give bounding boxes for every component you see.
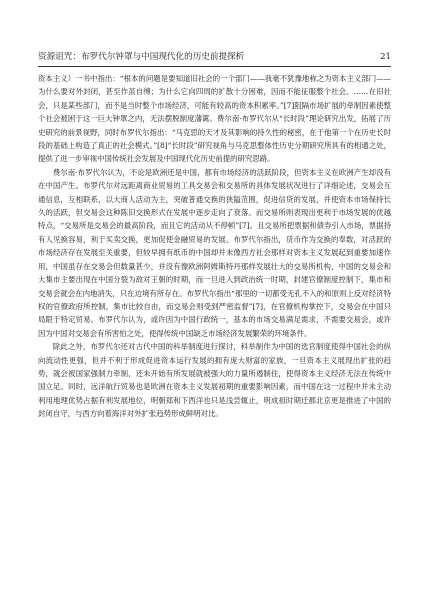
paragraph: 资本主义）一书中指出：“根本的问题是要知道旧社会的一个部门——我毫不犹豫地称之为资本主义部门——为什么要对外封闭，甚至作茧自缚；为什么它向四周的扩散十分困难，因而不能征服整个社会。……在旧社会，只是某些部门，而不是当时整个市场经济，可能有较高的资本积累率。”[7]阻隔市场扩展的牵制因素使整个社会被困于这一巨大钟罩之内，无法摆脱制度藩篱。费尔南·布罗代尔从“长时段”理论研究出发，拓展了历史研究的前景视野，同时布罗代尔指出：“马克思的天才及其影响的持久性的秘密，在于他第一个在历史长时段的基础上构造了真正的社会模式。”[8]“长时段”研究视角与马克思整体性历史分期研究所具有的相通之处，提供了进一步审视中国传统社会发展及中国现代化历史前提的研究思路。 bbox=[38, 74, 391, 164]
paragraph: 除此之外，布罗代尔还对古代中国的科举制度进行探讨，科举制作为中国的选官制度使得中国社会的纵向流动性更强，但并不利于形成促进资本运行发展的拥有庞大财富的家族，一旦资本主义展现出扩张的趋势，就会被国家强制力牵制，还未开始有所发展就被强大的力量所遏制住，使得资本主义经济无法在传统中国立足。同时，远洋航行贸易也是欧洲在资本主义发展初期的重要影响因素，而中国在这一过程中并未主动利用地理优势占据有利发展地位，明朝郑和下西洋也只是浅尝辄止，明成祖时期迁都北京更是推进了中国的封闭自守，与西方向着海洋对外扩张趋势形成鲜明对比。 bbox=[38, 342, 391, 419]
running-title: 资源诅咒：布罗代尔钟罩与中国现代化的历史前提探析 bbox=[38, 52, 245, 62]
page-number: 21 bbox=[380, 52, 391, 62]
body-text bbox=[38, 72, 391, 421]
header-rule bbox=[38, 66, 391, 67]
running-header bbox=[38, 50, 391, 64]
paragraph: 费尔南·布罗代尔认为，不论是欧洲还是中国，都有市场经济的活跃阶段，但资本主义在欧洲产生却没有在中国产生。布罗代尔对远距离商业贸易的工具交易会和交易所的具体发展状况进行了详细论述，交易会互通信息，互相联系，以大商人活动为主，突破普通交换的狭隘范围，促进信贷的发展，并使资本市场保持长久的活跃，但交易会这种陈旧交换形式在发展中逐步走向了衰落。而交易所则表现出更利于市场发展的优越特点，“交易所是交易会的最高阶段，而且它的活动从不停顿”[7]。且交易所把票据和债券引入市场，票据持有人见换容易，利于买卖交换，更加促使金融贸易的发展。布罗代尔指出，货币作为交换的奉数，对活跃的市场经济存在发展至关重要，但较早拥有纸币的中国却并未像西方社会那样对资本主义发展起到重要加速作用，中国虽存在交易会但数量甚少，并没有像欧洲阿姆斯特丹那样发展壮大的交易所机构，中国的交易会和大集市主要出现在中国分裂为敌对王朝的时期，而一旦进入到政治统一时期，封建官僚制度控制下，集市和交易会就会在内地消失，只在边境有所存在。布罗代尔指出“那里的一切都受无孔不入的和原则上反对经济特权的官僚政府所控制，集市比较自由，而交易会则受到严密监督”[7]，在官僚机构掌控下，交易会在中国只局限于特定贸易。布罗代尔认为，或许因为中国行政统一，基本的市场交易满足需求，不需要交易会，或许因为中国对交易会有所害怕之处，使得传统中国缺乏市场经济发展繁荣的环境条件。 bbox=[38, 167, 391, 338]
